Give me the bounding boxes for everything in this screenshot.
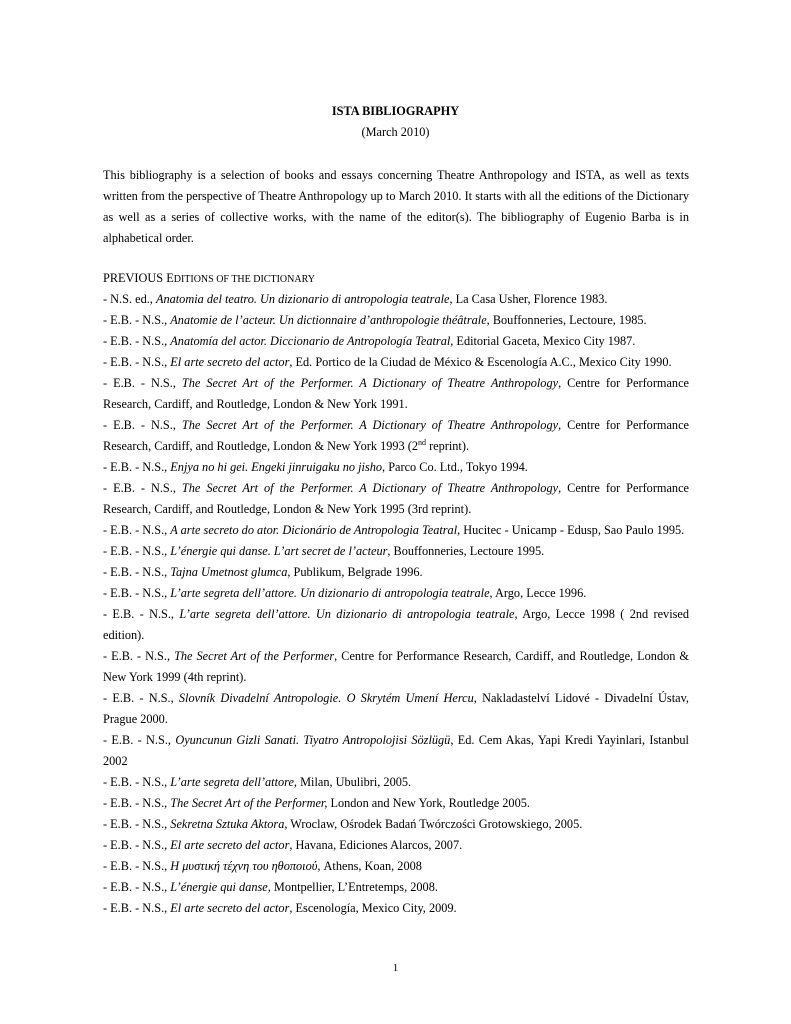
bibliography-entry: [103, 604, 689, 646]
entry-authors: - E.B. - N.S.,: [103, 523, 171, 537]
entry-authors: - E.B. - N.S.,: [103, 817, 171, 831]
entry-title: The Secret Art of the Performer. A Dictionary of Theatre Anthropology: [181, 418, 559, 432]
entry-publication: , Ed. Portico de la Ciudad de México & Escenología A.C., Mexico City 1990.: [289, 355, 672, 369]
entry-authors: - E.B. - N.S.,: [103, 418, 182, 432]
entry-title: L’arte segreta dell’attore. Un dizionario di antropologia teatrale: [179, 607, 515, 621]
entry-superscript: nd: [418, 437, 426, 447]
entry-title: L’arte segreta dell’attore. Un dizionario di antropologia teatrale: [170, 586, 490, 600]
entry-publication: , Wroclaw, Ośrodek Badań Twórczości Grotowskiego, 2005.: [284, 817, 583, 831]
entry-authors: - E.B. - N.S.,: [103, 796, 171, 810]
section-heading-rest: DITIONS OF THE DICTIONARY: [173, 274, 315, 285]
entry-title: Η μυστική τέχνη του ηθοποιού,: [170, 859, 321, 873]
entry-publication: , Hucitec - Unicamp - Edusp, Sao Paulo 1995.: [457, 523, 685, 537]
bibliography-entry: [103, 310, 689, 331]
bibliography-entry: [103, 688, 689, 730]
bibliography-entry: [103, 583, 689, 604]
entry-authors: - E.B. - N.S.,: [103, 334, 171, 348]
entry-title: The Secret Art of the Performer. A Dictionary of Theatre Anthropology: [181, 481, 559, 495]
entry-authors: - E.B. - N.S.,: [103, 565, 171, 579]
entry-publication: , Editorial Gaceta, Mexico City 1987.: [450, 334, 636, 348]
section-heading-lead: PREVIOUS E: [103, 271, 174, 285]
bibliography-entry: [103, 373, 689, 415]
entry-publication: , Centre for Performance Research, Cardiff, and Routledge, London & New York 1993 (2: [103, 418, 689, 453]
page-number: 1: [392, 962, 399, 974]
bibliography-entry: [103, 331, 689, 352]
bibliography-entry: [103, 478, 689, 520]
entry-authors: - E.B. - N.S.,: [103, 880, 171, 894]
bibliography-entry: [103, 877, 689, 898]
bibliography-entry: [103, 352, 689, 373]
entry-authors: - E.B. - N.S.,: [103, 649, 175, 663]
entry-title: The Secret Art of the Performer. A Dictionary of Theatre Anthropology: [181, 376, 559, 390]
bibliography-entry: [103, 772, 689, 793]
entry-title: El arte secreto del actor: [170, 838, 290, 852]
entry-title: Tajna Umetnost glumca: [170, 565, 288, 579]
entry-authors: - N.S. ed.,: [103, 292, 156, 306]
entry-title: Sekretna Sztuka Aktora: [170, 817, 285, 831]
entry-publication: , Bouffonneries, Lectoure, 1985.: [486, 313, 647, 327]
entry-authors: - E.B. - N.S.,: [103, 376, 182, 390]
entry-authors: - E.B. - N.S.,: [103, 838, 171, 852]
document-date: (March 2010): [361, 125, 430, 139]
entry-title: Enjya no hi gei. Engeki jinruigaku no jisho: [170, 460, 383, 474]
entry-title: L’arte segreta dell’attore,: [170, 775, 298, 789]
entry-publication: , Ed. Cem Akas, Yapi Kredi Yayinlari, Istanbul 2002: [103, 733, 689, 768]
bibliography-entry: [103, 520, 689, 541]
entry-publication: , Argo, Lecce 1998 ( 2nd revised edition).: [103, 607, 690, 642]
entry-authors: - E.B. - N.S.,: [103, 733, 176, 747]
entry-title: El arte secreto del actor: [170, 355, 290, 369]
entry-title: El arte secreto del actor: [170, 901, 290, 915]
entry-authors: - E.B. - N.S.,: [103, 460, 171, 474]
entry-publication: , Havana, Ediciones Alarcos, 2007.: [289, 838, 463, 852]
entry-title: Anatomia del teatro. Un dizionario di antropologia teatrale: [155, 292, 450, 306]
bibliography-entry: [103, 898, 689, 919]
entry-authors: - E.B. - N.S.,: [103, 775, 171, 789]
bibliography-entry: [103, 793, 689, 814]
entry-title: Anatomía del actor. Diccionario de Antropología Teatral: [170, 334, 451, 348]
entry-title: The Secret Art of the Performer: [174, 649, 335, 663]
entry-publication: Milan, Ubulibri, 2005.: [297, 775, 412, 789]
entry-authors: - E.B. - N.S.,: [103, 355, 171, 369]
entry-title: L’énergie qui danse,: [170, 880, 271, 894]
entry-publication: , Publikum, Belgrade 1996.: [287, 565, 423, 579]
bibliography-entry: [103, 814, 689, 835]
bibliography-entry: [103, 730, 689, 772]
entry-authors: - E.B. - N.S.,: [103, 691, 179, 705]
entry-publication: London and New York, Routledge 2005.: [327, 796, 530, 810]
entry-authors: - E.B. - N.S.,: [103, 313, 171, 327]
bibliography-entry: [103, 415, 689, 457]
entry-title: Anatomie de l’acteur. Un dictionnaire d’anthropologie théâtrale: [170, 313, 487, 327]
entry-authors: - E.B. - N.S.,: [103, 607, 180, 621]
entry-title: A arte secreto do ator. Dicionário de Antropologia Teatral: [170, 523, 458, 537]
entry-publication: , Parco Co. Ltd., Tokyo 1994.: [382, 460, 528, 474]
bibliography-entry: [103, 562, 689, 583]
bibliography-entry: [103, 835, 689, 856]
bibliography-entry: [103, 457, 689, 478]
bibliography-list: [103, 289, 689, 919]
entry-publication: , Centre for Performance Research, Cardiff, and Routledge, London & New York 1991.: [103, 376, 689, 411]
entry-title: Slovník Divadelní Antropologie. O Skrytém Umení Hercu: [178, 691, 474, 705]
entry-publication-end: reprint).: [426, 439, 470, 453]
bibliography-entry: [103, 541, 689, 562]
entry-publication: Athens, Koan, 2008: [320, 859, 422, 873]
bibliography-entry: [103, 289, 689, 310]
entry-authors: - E.B. - N.S.,: [103, 586, 171, 600]
entry-publication: , La Casa Usher, Florence 1983.: [449, 292, 608, 306]
entry-publication: , Centre for Performance Research, Cardiff, and Routledge, London & New York 1995 (3rd reprint).: [103, 481, 689, 516]
entry-title: The Secret Art of the Performer,: [170, 796, 328, 810]
entry-publication: , Argo, Lecce 1996.: [489, 586, 587, 600]
entry-title: L’énergie qui danse. L’art secret de l’acteur: [170, 544, 388, 558]
document-title: ISTA BIBLIOGRAPHY: [331, 104, 460, 118]
bibliography-entry: [103, 856, 689, 877]
intro-paragraph: This bibliography is a selection of books and essays concerning Theatre Anthropology and ISTA, as well as texts written from the perspective of Theatre Anthropology up to March 2010. It starts with all the editions of the Dictionary as well as a series of collective works, with the name of the editor(s). The bibliography of Eugenio Barba is in alphabetical order.: [103, 168, 689, 245]
entry-title: Oyuncunun Gizli Sanati. Tiyatro Antropolojisi Sözlügü: [175, 733, 451, 747]
entry-publication: Montpellier, L’Entretemps, 2008.: [270, 880, 438, 894]
bibliography-entry: [103, 646, 689, 688]
entry-authors: - E.B. - N.S.,: [103, 481, 182, 495]
entry-publication: , Nakladastelví Lidové - Divadelní Ústav, Prague 2000.: [103, 691, 689, 726]
entry-authors: - E.B. - N.S.,: [103, 901, 171, 915]
section-heading: [103, 270, 315, 288]
entry-authors: - E.B. - N.S.,: [103, 859, 171, 873]
entry-publication: , Centre for Performance Research, Cardiff, and Routledge, London & New York 1999 (4th reprint).: [103, 649, 689, 684]
entry-publication: , Bouffonneries, Lectoure 1995.: [387, 544, 545, 558]
entry-publication: , Escenología, Mexico City, 2009.: [289, 901, 457, 915]
entry-authors: - E.B. - N.S.,: [103, 544, 171, 558]
